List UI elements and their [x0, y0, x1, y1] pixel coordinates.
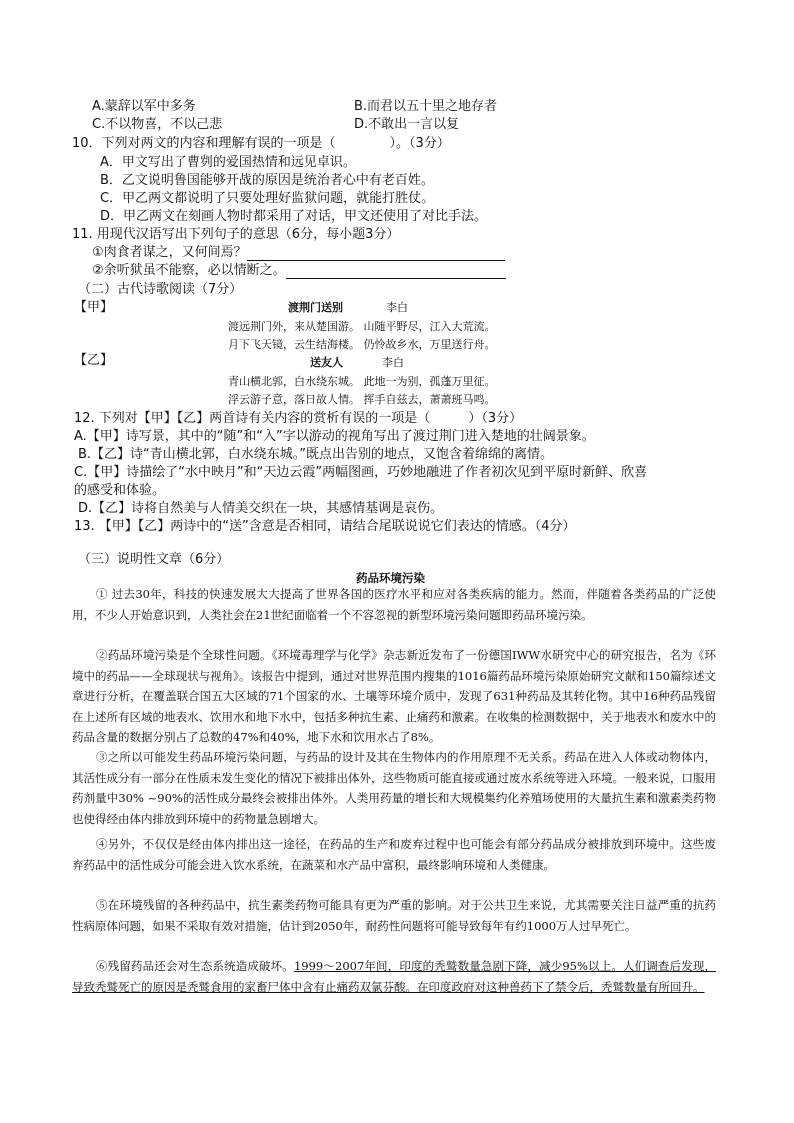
- q12-option-c-line-2: 的感受和体验。: [74, 483, 166, 498]
- article-paragraph-1: ① 过去30年，科技的快速发展大大提高了世界各国的医疗水平和应对各类疾病的能力。然而，伴随着各类药品的广泛使用，不少人开始意识到，人类社会在21世纪面临着一个不容忽视的新型环境污染问题即药品环境污染。: [72, 587, 716, 622]
- poem-2-line-1: 青山横北郭，白水绕东城。 此地一为别，孤蓬万里征。: [228, 375, 496, 388]
- q13-stem: 13. 【甲】【乙】两诗中的“送”含意是否相同，请结合尾联说说它们表达的情感。（4分）: [74, 519, 576, 534]
- q11-sentence-1-text: ①肉食者谋之，又何间焉？: [92, 245, 247, 260]
- article-paragraph-6: [72, 956, 716, 997]
- q9-option-d: D.不敢出一言以复: [354, 117, 460, 132]
- q9-option-a: A.蒙辞以军中多务: [92, 99, 196, 114]
- q11-sentence-2: [92, 262, 506, 279]
- article-title: 药品环境污染: [356, 571, 425, 585]
- poem-2-title: 送友人: [310, 356, 343, 369]
- q11-stem: 11. 用现代汉语写出下列句子的意思（6分，每小题3分）: [72, 227, 400, 242]
- q11-sentence-1: [92, 244, 505, 261]
- section-2-title: （二）古代诗歌阅读（7分）: [78, 282, 243, 297]
- poem-1-line-1: 渡远荆门外，来从楚国游。 山随平野尽，江入大荒流。: [228, 320, 496, 333]
- answer-line[interactable]: [286, 265, 506, 279]
- q10-stem: [72, 135, 450, 152]
- article-paragraph-2: ②药品环境污染是个全球性问题。《环境毒理学与化学》杂志新近发布了一份德国IWW水研究中心的研究报告，名为《环境中的药品——全球现状与视角》。该报告中提到，通过对世界范围内搜集的1016篇药品环境污染原始研究文献和150篇综述文章进行分析，在覆盖联合国五大区域的71个国家的水、土壤等环境介质中，发现了631种药品及其转化物。其中16种药品残留在上述所有区域的地表水、饮用水和地下水中，包括多种抗生素、止痛药和激素。在收集的检测数据中，关于地表水和废水中的药品含量的数据分别占了总数的47%和40%，地下水和饮用水占了8%。: [72, 648, 716, 744]
- q12-stem: [74, 410, 522, 427]
- q12-option-a: A.【甲】诗写景，其中的“随”和“入”字以游动的视角写出了渡过荆门进入楚地的壮阔景象。: [74, 429, 595, 444]
- paragraph-6-lead: ⑥残留药品还会对生态系统造成破坏。: [96, 959, 294, 973]
- q12-stem-end: ）（3分）: [468, 411, 523, 426]
- paragraph-6-underlined: 1999～2007年间，印度的秃鹫数量急剧下降，减少95%以上。人们调查后发现，导致秃鹫死亡的原因是秃鹫食用的家畜尸体中含有止痛药双氯芬酸。在印度政府对这种兽药下了禁令后，秃鹫数量有所回升。: [72, 959, 717, 994]
- q10-stem-end: ）。（3分）: [389, 136, 450, 151]
- poem-1-author: 李白: [386, 301, 408, 314]
- q12-stem-text: 12. 下列对【甲】【乙】两首诗有关内容的赏析有误的一项是（: [74, 411, 431, 426]
- article-paragraph-3: ③之所以可能发生药品环境污染问题，与药品的设计及其在生物体内的作用原理不无关系。药品在进入人体或动物体内，其活性成分有一部分在性质未发生变化的情况下被排出体外，这些物质可能直接或通过废水系统等进入环境。一般来说，口服用药剂量中30% ~90%的活性成分最终会被排出体外。人类用药量的增长和大规模集约化养殖场使用的大量抗生素和激素类药物也使得经由体内排放到环境中的药物量急剧增大。: [72, 750, 716, 826]
- q10-option-d: D．甲乙两文在刻画人物时都采用了对话，甲文还使用了对比手法。: [100, 209, 488, 224]
- poem-1-title: 渡荆门送别: [288, 301, 343, 314]
- q12-option-d: D.【乙】诗将自然美与人情美交织在一块，其感情基调是哀伤。: [78, 501, 444, 516]
- q12-option-b: B.【乙】诗“青山横北郭，白水绕东城。”既点出告别的地点，又饱含着绵绵的离情。: [78, 447, 554, 462]
- q10-option-c: C．甲乙两文都说明了只要处理好监狱问题，就能打胜仗。: [100, 191, 435, 206]
- q10-option-b: B．乙文说明鲁国能够开战的原因是统治者心中有老百姓。: [100, 173, 434, 188]
- poem-jia-tag: 【甲】: [74, 300, 114, 315]
- section-3-title: （三）说明性文章（6分）: [78, 552, 230, 567]
- q9-option-c: C.不以物喜，不以己悲: [92, 117, 223, 132]
- q9-option-b: B.而君以五十里之地存者: [354, 99, 498, 114]
- article-paragraph-5: ⑤在环境残留的各种药品中，抗生素类药物可能具有更为严重的影响。对于公共卫生来说，尤其需要关注日益严重的抗药性病原体问题，如果不采取有效对措施，估计到2050年，耐药性问题将可能导致每年有约1000万人过早死亡。: [72, 898, 716, 933]
- poem-2-line-2: 浮云游子意，落日故人情。 挥手自兹去，萧萧班马鸣。: [228, 393, 496, 406]
- q11-sentence-2-text: ②余听狱虽不能察，必以情断之。: [92, 263, 286, 278]
- poem-1-line-2: 月下飞天镜，云生结海楼。 仍怜故乡水，万里送行舟。: [228, 338, 496, 351]
- q10-option-a: A．甲文写出了曹刿的爱国热情和远见卓识。: [100, 155, 356, 170]
- answer-line[interactable]: [247, 247, 505, 261]
- article-paragraph-4: ④另外，不仅仅是经由体内排出这一途径，在药品的生产和废弃过程中也可能会有部分药品成分被排放到环境中。这些废弃药品中的活性成分可能会进入饮水系统，在蔬菜和水产品中富积，最终影响环境和人类健康。: [72, 837, 716, 872]
- q10-stem-text: 10．下列对两文的内容和理解有误的一项是（: [72, 136, 336, 151]
- poem-yi-tag: 【乙】: [74, 353, 114, 368]
- poem-2-author: 李白: [382, 356, 404, 369]
- q12-option-c-line-1: C.【甲】诗描绘了“水中映月”和“天边云霞”两幅图画，巧妙地融进了作者初次见到平原时新鲜、欣喜: [74, 465, 648, 480]
